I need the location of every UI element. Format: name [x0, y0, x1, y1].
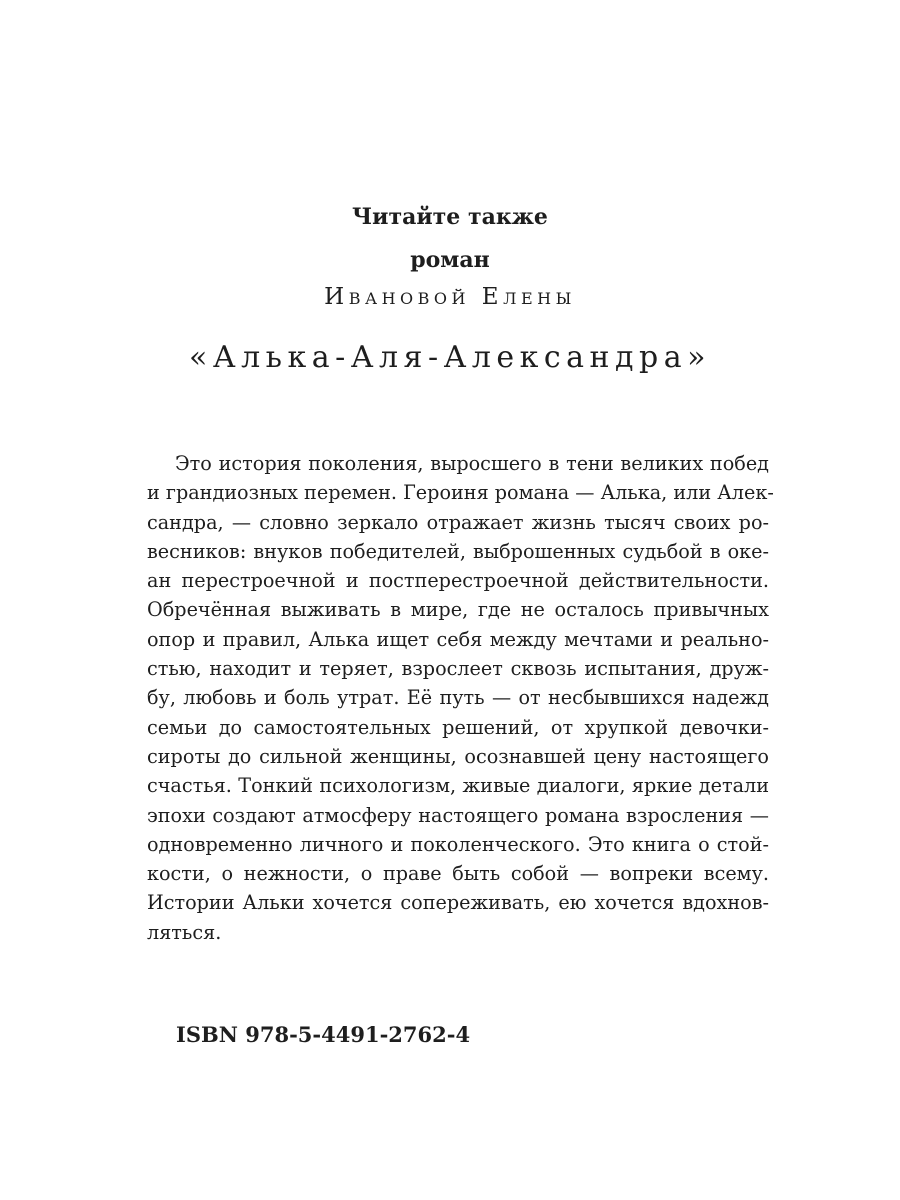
annotation-line: бу, любовь и боль утрат. Её путь — от несбывшихся надежд: [147, 686, 769, 710]
annotation-line: опор и правил, Алька ищет себя между мечтами и реально-: [147, 627, 769, 651]
annotation-line: Это история поколения, выросшего в тени великих побед: [175, 452, 769, 475]
annotation-line: ляться.: [147, 920, 222, 944]
annotation-text: [147, 449, 774, 947]
annotation-line: одновременно личного и поколенческого. Это книга о стой-: [147, 832, 769, 856]
novel-label: роман: [410, 247, 490, 273]
annotation-line: сандра, — словно зеркало отражает жизнь тысяч своих ро-: [147, 510, 769, 534]
annotation-line: ан перестроечной и постперестроечной действительности.: [147, 569, 769, 593]
annotation-line: семьи до самостоятельных решений, от хрупкой девочки-: [147, 715, 769, 739]
author-name: Ивановой Елены: [324, 284, 576, 310]
book-title: «Алька-Аля-Александра»: [189, 340, 711, 375]
annotation-line: кости, о нежности, о праве быть собой — вопреки всему.: [147, 862, 769, 886]
annotation-line: счастья. Тонкий психологизм, живые диалоги, яркие детали: [147, 774, 769, 798]
annotation-line: Истории Альки хочется сопереживать, ею хочется вдохнов-: [147, 891, 769, 915]
annotation-line: эпохи создают атмосферу настоящего романа взросления —: [147, 803, 769, 827]
annotation-line: Обречённая выживать в мире, где не осталось привычных: [147, 598, 769, 622]
annotation-line: сироты до сильной женщины, осознавшей цену настоящего: [147, 744, 769, 768]
annotation-line: весников: внуков победителей, выброшенных судьбой в оке-: [147, 539, 769, 563]
read-also-heading: Читайте также: [352, 204, 548, 230]
isbn-number: ISBN 978-5-4491-2762-4: [176, 1022, 471, 1047]
annotation-line: стью, находит и теряет, взрослеет сквозь испытания, друж-: [147, 657, 769, 681]
annotation-line: и грандиозных перемен. Героиня романа — Алька, или Алек-: [147, 481, 774, 505]
